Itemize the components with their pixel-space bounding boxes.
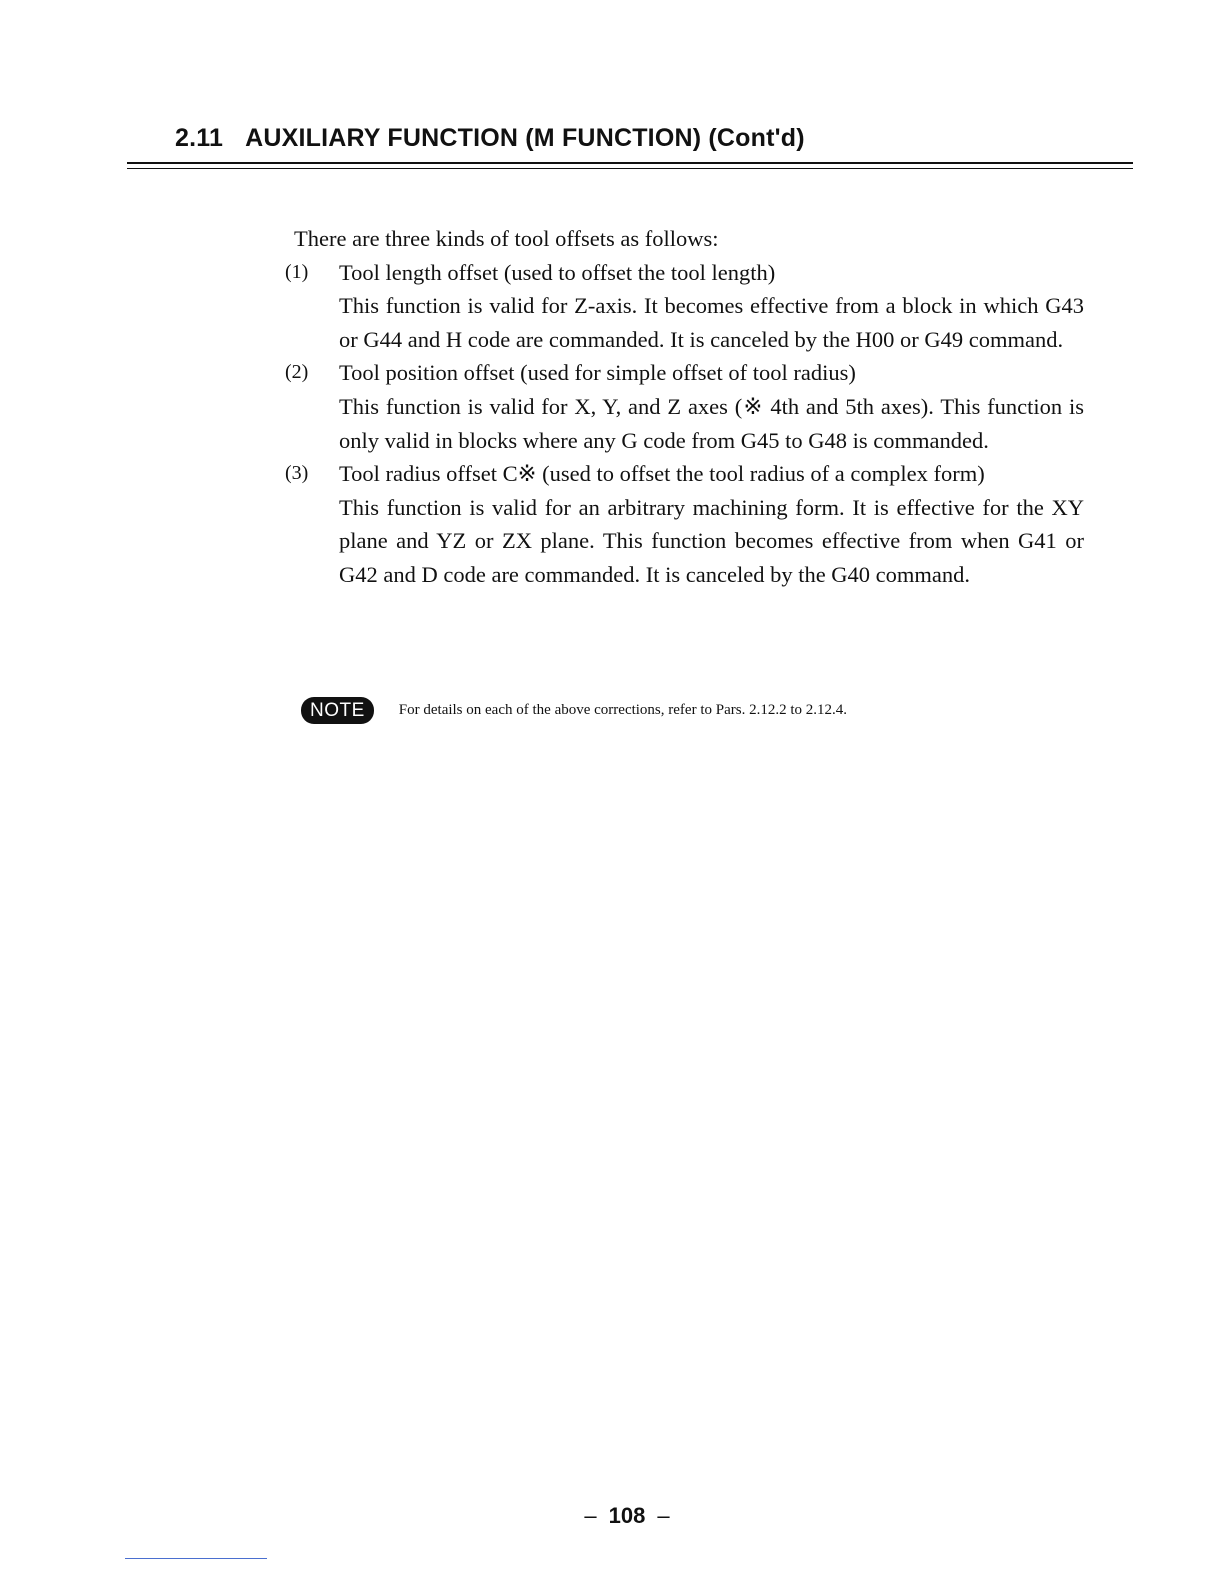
list-item — [285, 457, 1084, 591]
item-heading: Tool length offset (used to offset the tool length) — [339, 259, 776, 285]
heading-rule-top — [127, 162, 1133, 164]
item-marker: (3) — [285, 462, 309, 485]
heading-rule-bottom — [127, 168, 1133, 169]
note-text: For details on each of the above corrections, refer to Pars. 2.12.2 to 2.12.4. — [398, 702, 847, 718]
section-heading — [175, 124, 805, 153]
item-marker: (2) — [285, 361, 309, 384]
page-number: 108 — [608, 1503, 646, 1528]
list-item — [285, 356, 1084, 457]
item-description: This function is valid for X, Y, and Z axes (※ 4th and 5th axes). This function is only valid in blocks where any G code from G45 to G48 is commanded. — [339, 393, 1084, 453]
page-dash-right: – — [657, 1503, 670, 1528]
section-number: 2.11 — [175, 124, 224, 152]
page-dash-left: – — [584, 1503, 597, 1528]
item-heading: Tool position offset (used for simple offset of tool radius) — [339, 360, 856, 386]
intro-paragraph: There are three kinds of tool offsets as follows: — [294, 226, 719, 251]
item-description: This function is valid for Z-axis. It becomes effective from a block in which G43 or G44 and H code are commanded. It is canceled by the H00 or G49 command. — [339, 293, 1084, 352]
bottom-divider — [125, 1558, 267, 1559]
note — [301, 697, 847, 724]
body-text — [285, 222, 1084, 592]
list-item — [285, 256, 1084, 357]
section-title: AUXILIARY FUNCTION (M FUNCTION) (Cont'd) — [245, 124, 805, 152]
note-badge: NOTE — [301, 697, 374, 724]
item-heading: Tool radius offset C※ (used to offset the tool radius of a complex form) — [339, 461, 985, 487]
page-footer — [0, 1503, 1224, 1529]
item-description: This function is valid for an arbitrary machining form. It is effective for the XY plane and YZ or ZX plane. This function becomes effective from when G41 or G42 and D code are commanded. It is canceled by the G40 command. — [339, 494, 1084, 587]
item-marker: (1) — [285, 260, 309, 283]
